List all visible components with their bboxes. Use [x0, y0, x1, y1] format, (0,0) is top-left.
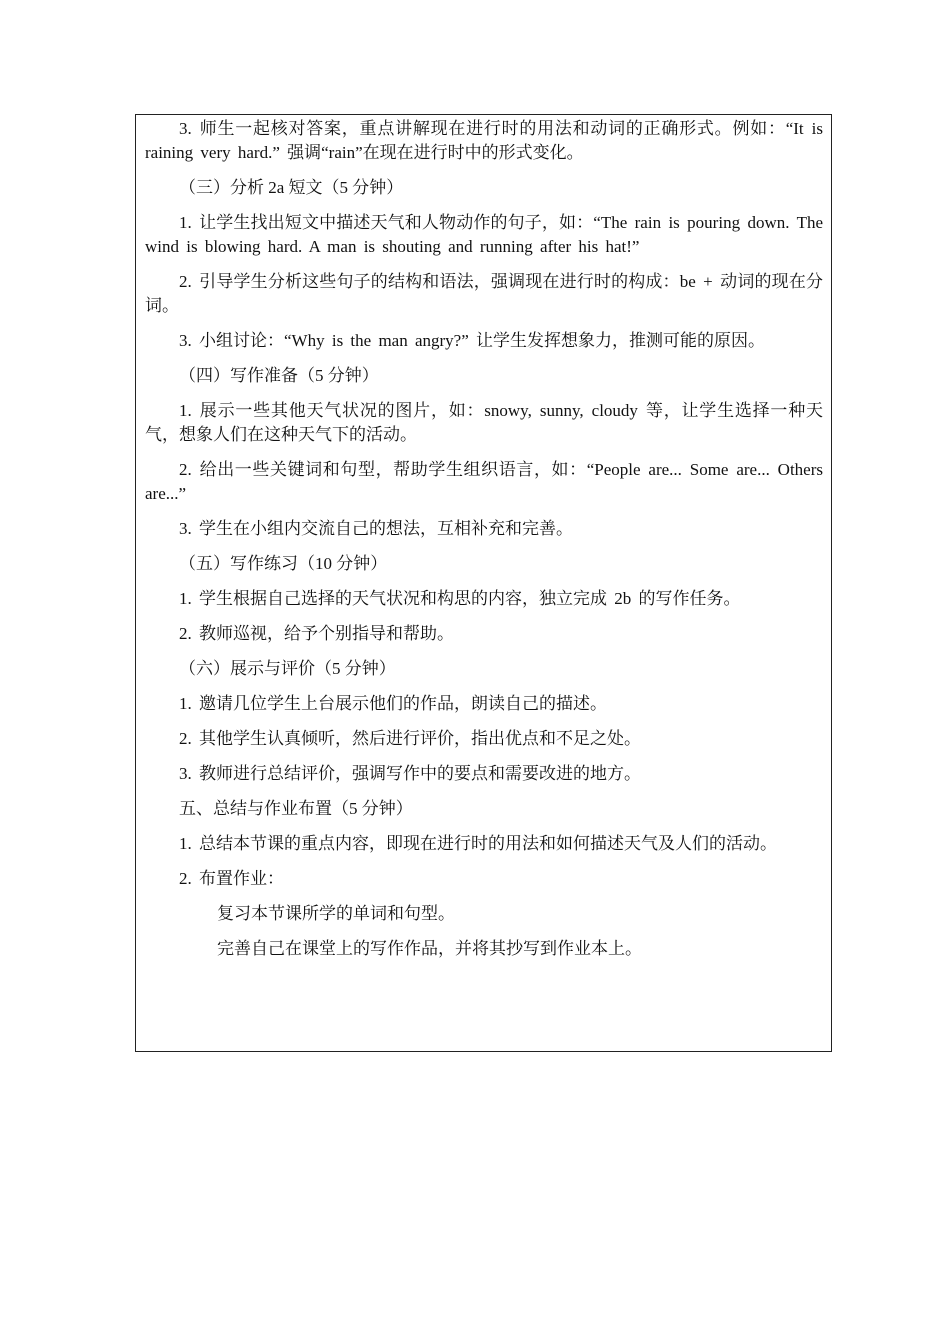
paragraph-assign-homework: 2. 布置作业：	[179, 869, 284, 888]
homework-item-copy-writing: 完善自己在课堂上的写作作品，并将其抄写到作业本上。	[217, 939, 642, 958]
paragraph-analyze-structure: 2. 引导学生分析这些句子的结构和语法，强调现在进行时的构成：be + 动词的现在分词。	[145, 272, 823, 315]
section-heading-presentation: （六）展示与评价（5 分钟）	[179, 659, 396, 678]
paragraph-invite-students: 1. 邀请几位学生上台展示他们的作品，朗读自己的描述。	[179, 694, 607, 713]
paragraph-check-answers: 3. 师生一起核对答案，重点讲解现在进行时的用法和动词的正确形式。例如：“It is raining very hard.” 强调“rain”在现在进行时中的形式变化。	[145, 119, 823, 162]
paragraph-teacher-patrol: 2. 教师巡视，给予个别指导和帮助。	[179, 624, 454, 643]
paragraph-complete-2b: 1. 学生根据自己选择的天气状况和构思的内容，独立完成 2b 的写作任务。	[179, 589, 741, 608]
paragraph-teacher-summary: 3. 教师进行总结评价，强调写作中的要点和需要改进的地方。	[179, 764, 641, 783]
paragraph-summarize-lesson: 1. 总结本节课的重点内容，即现在进行时的用法和如何描述天气及人们的活动。	[179, 834, 777, 853]
paragraph-group-discussion: 3. 小组讨论：“Why is the man angry?” 让学生发挥想象力，推测可能的原因。	[179, 331, 766, 350]
section-heading-writing-prep: （四）写作准备（5 分钟）	[179, 366, 379, 385]
paragraph-show-pictures: 1. 展示一些其他天气状况的图片，如：snowy, sunny, cloudy 等，让学生选择一种天气，想象人们在这种天气下的活动。	[145, 401, 823, 444]
lesson-plan-table-cell	[135, 114, 832, 1052]
section-heading-writing-practice: （五）写作练习（10 分钟）	[179, 554, 388, 573]
paragraph-find-sentences: 1. 让学生找出短文中描述天气和人物动作的句子，如：“The rain is pouring down. The wind is blowing hard. A man is shouting and running after his hat!”	[145, 213, 823, 256]
section-heading-summary-homework: 五、总结与作业布置（5 分钟）	[179, 799, 413, 818]
homework-item-review: 复习本节课所学的单词和句型。	[217, 904, 455, 923]
lesson-plan-content	[145, 117, 823, 972]
paragraph-group-exchange: 3. 学生在小组内交流自己的想法，互相补充和完善。	[179, 519, 573, 538]
paragraph-key-phrases: 2. 给出一些关键词和句型，帮助学生组织语言，如：“People are... Some are... Others are...”	[145, 460, 823, 503]
section-heading-analyze-2a: （三）分析 2a 短文（5 分钟）	[179, 178, 404, 197]
paragraph-peer-evaluation: 2. 其他学生认真倾听，然后进行评价，指出优点和不足之处。	[179, 729, 641, 748]
